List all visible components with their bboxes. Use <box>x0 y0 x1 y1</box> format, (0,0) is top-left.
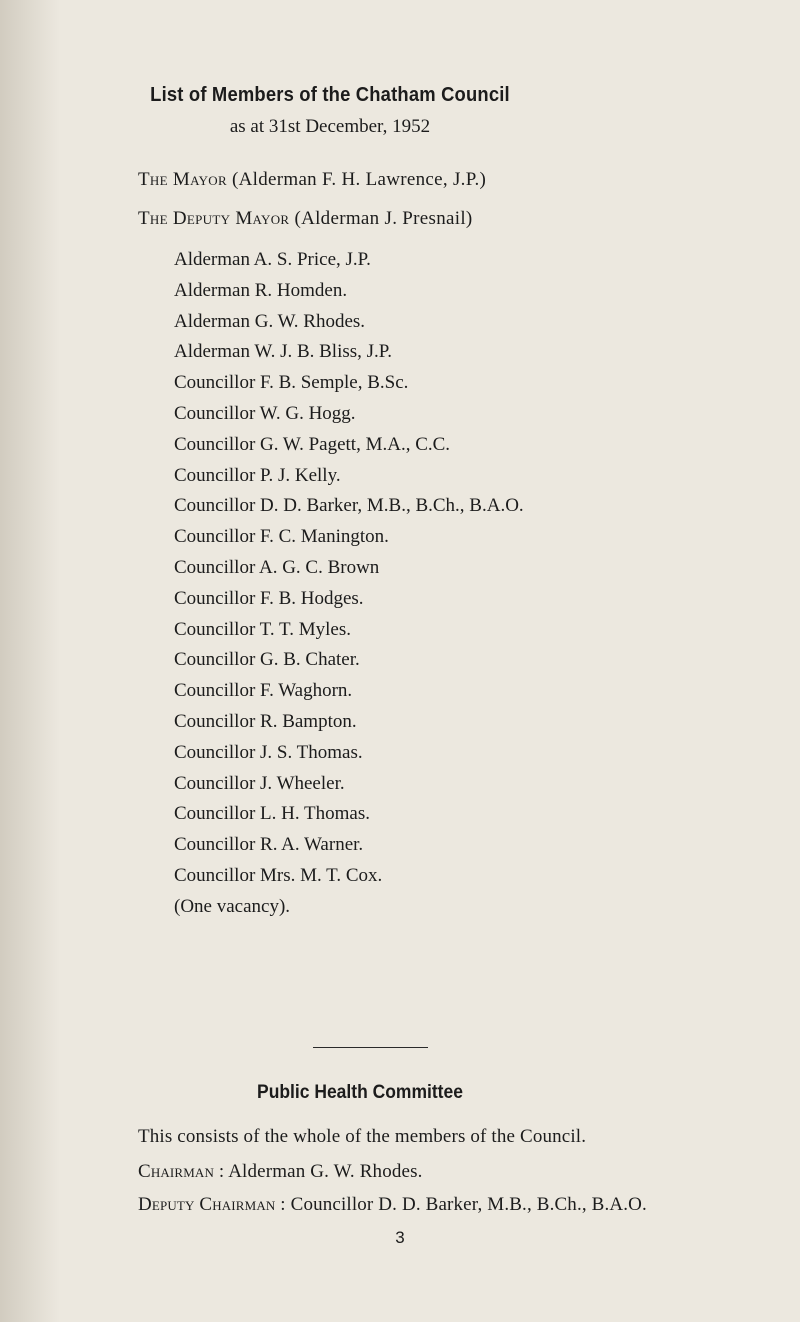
mayor-line <box>138 169 486 191</box>
chairman-name: Alderman G. W. Rhodes. <box>228 1161 423 1182</box>
member-item: Councillor F. B. Semple, B.Sc. <box>174 372 409 394</box>
member-item: Councillor F. C. Manington. <box>174 526 389 548</box>
page-subtitle: as at 31st December, 1952 <box>229 116 431 137</box>
member-item: Councillor L. H. Thomas. <box>174 803 370 825</box>
section-divider <box>313 1047 428 1048</box>
deputy-mayor-line <box>138 208 473 230</box>
member-item: Councillor F. Waghorn. <box>174 680 353 702</box>
member-item: Alderman R. Homden. <box>174 279 348 301</box>
member-item: Councillor G. B. Chater. <box>174 649 360 671</box>
member-item: Councillor P. J. Kelly. <box>174 464 341 486</box>
member-item: Councillor F. B. Hodges. <box>174 587 364 609</box>
deputy-mayor-name: (Alderman J. Presnail) <box>294 208 473 229</box>
deputy-chairman-label: Deputy Chairman : <box>138 1194 286 1215</box>
member-item: Councillor G. W. Pagett, M.A., C.C. <box>174 433 451 455</box>
member-item: Councillor T. T. Myles. <box>174 618 351 640</box>
mayor-label: The Mayor <box>138 169 227 190</box>
chairman-line <box>138 1161 423 1183</box>
committee-description: This consists of the whole of the members of the Council. <box>138 1126 587 1147</box>
deputy-mayor-label: The Deputy Mayor <box>138 208 290 229</box>
member-item: Councillor A. G. C. Brown <box>174 556 380 578</box>
member-item: Alderman A. S. Price, J.P. <box>174 249 371 270</box>
deputy-chairman-line <box>138 1194 647 1216</box>
members-list <box>174 245 524 923</box>
member-item: Alderman W. J. B. Bliss, J.P. <box>174 341 393 363</box>
member-item: Councillor R. A. Warner. <box>174 834 364 856</box>
committee-title: Public Health Committee <box>257 1082 463 1103</box>
member-item: Councillor Mrs. M. T. Cox. <box>174 864 383 886</box>
member-item: (One vacancy). <box>174 895 291 917</box>
member-item: Councillor W. G. Hogg. <box>174 402 356 424</box>
page-number: 3 <box>395 1228 405 1247</box>
member-item: Councillor R. Bampton. <box>174 710 357 732</box>
member-item: Councillor J. S. Thomas. <box>174 741 363 763</box>
mayor-name: (Alderman F. H. Lawrence, J.P.) <box>231 169 487 190</box>
chairman-label: Chairman : <box>138 1161 225 1182</box>
member-item: Councillor J. Wheeler. <box>174 772 345 794</box>
member-item: Councillor D. D. Barker, M.B., B.Ch., B.A.O. <box>174 495 524 517</box>
page-title: List of Members of the Chatham Council <box>150 84 510 106</box>
member-item: Alderman G. W. Rhodes. <box>174 310 366 332</box>
deputy-chairman-name: Councillor D. D. Barker, M.B., B.Ch., B.A.O. <box>290 1194 647 1215</box>
